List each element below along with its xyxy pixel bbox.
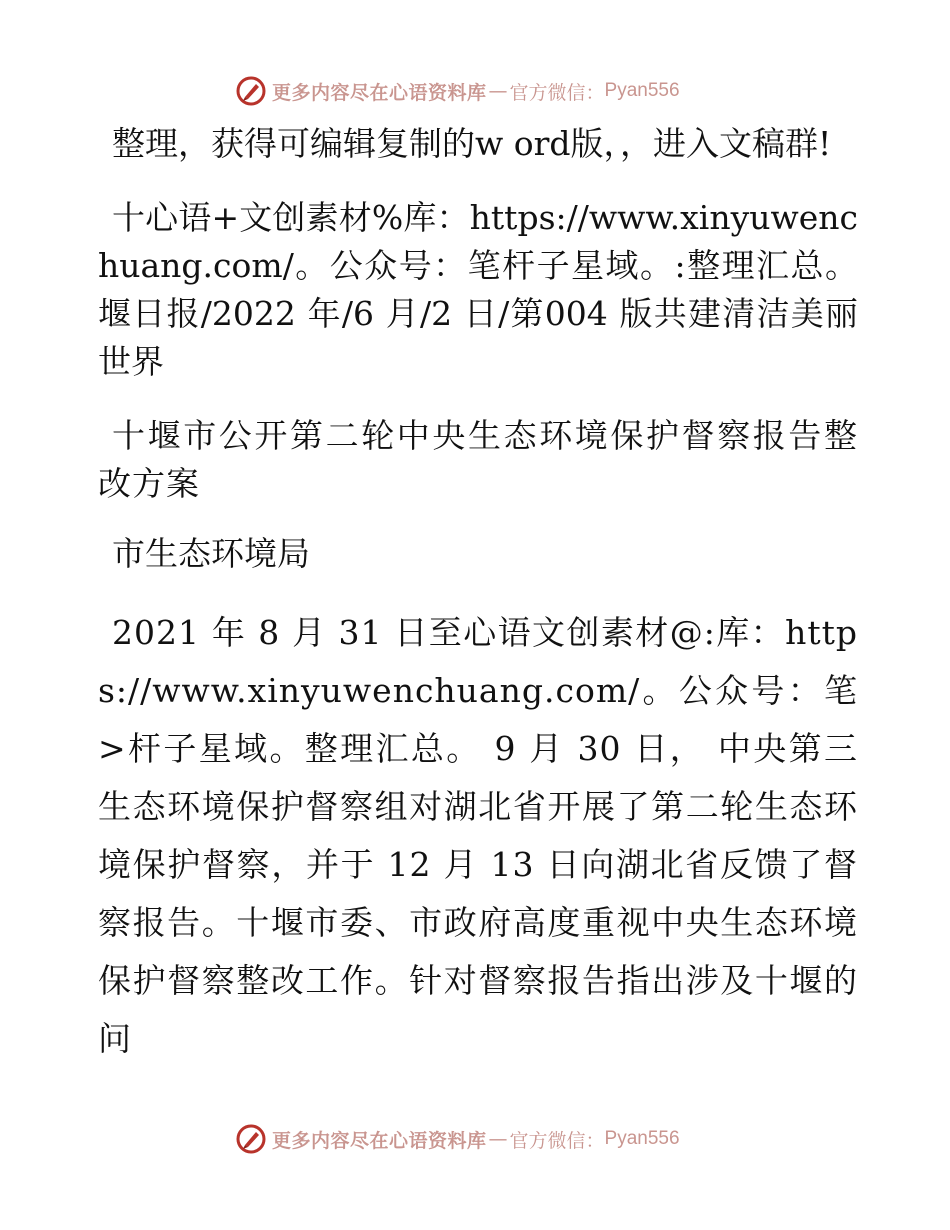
footer-banner — [236, 1121, 680, 1157]
paragraph-source: 十心语+文创素材%库：https://www.xinyuwenchuang.com/。公众号：笔杆子星域。:整理汇总。堰日报/2022 年/6 月/2 日/第004 版共建清洁美丽世界 — [98, 198, 858, 381]
banner-slogan: 更多内容尽在心语资料库 — [272, 1129, 487, 1152]
document-body — [98, 120, 858, 1068]
header-banner — [236, 73, 680, 109]
banner-wechat-id: Pyan556 — [604, 80, 680, 101]
paragraph-intro: 整理，获得可编辑复制的w ord版，，进入文稿群! — [112, 124, 832, 163]
brand-logo-icon — [236, 76, 266, 106]
banner-dash: — — [488, 1128, 508, 1150]
banner-wechat-label: 官方微信： — [509, 1129, 605, 1152]
banner-wechat-label: 官方微信： — [509, 81, 605, 104]
article-title: 十堰市公开第二轮中央生态环境保护督察报告整改方案 — [98, 416, 858, 503]
banner-wechat-id: Pyan556 — [604, 1128, 680, 1149]
paragraph-body: 2021 年 8 月 31 日至心语文创素材@:库：https://www.xinyuwenchuang.com/。公众号：笔>杆子星域。整理汇总。 9 月 30 日， 中央第三生态环境保护督察组对湖北省开展了第二轮生态环境保护督察，并于 12 月 13 日向湖北省反馈了督察报告。十堰市委、市政府高度重视中央生态环境保护督察整改工作。针对督察报告指出涉及十堰的问 — [98, 613, 858, 1058]
brand-logo-icon — [236, 1124, 266, 1154]
article-department: 市生态环境局 — [112, 534, 310, 573]
banner-dash: — — [488, 80, 508, 102]
banner-slogan: 更多内容尽在心语资料库 — [272, 81, 487, 104]
